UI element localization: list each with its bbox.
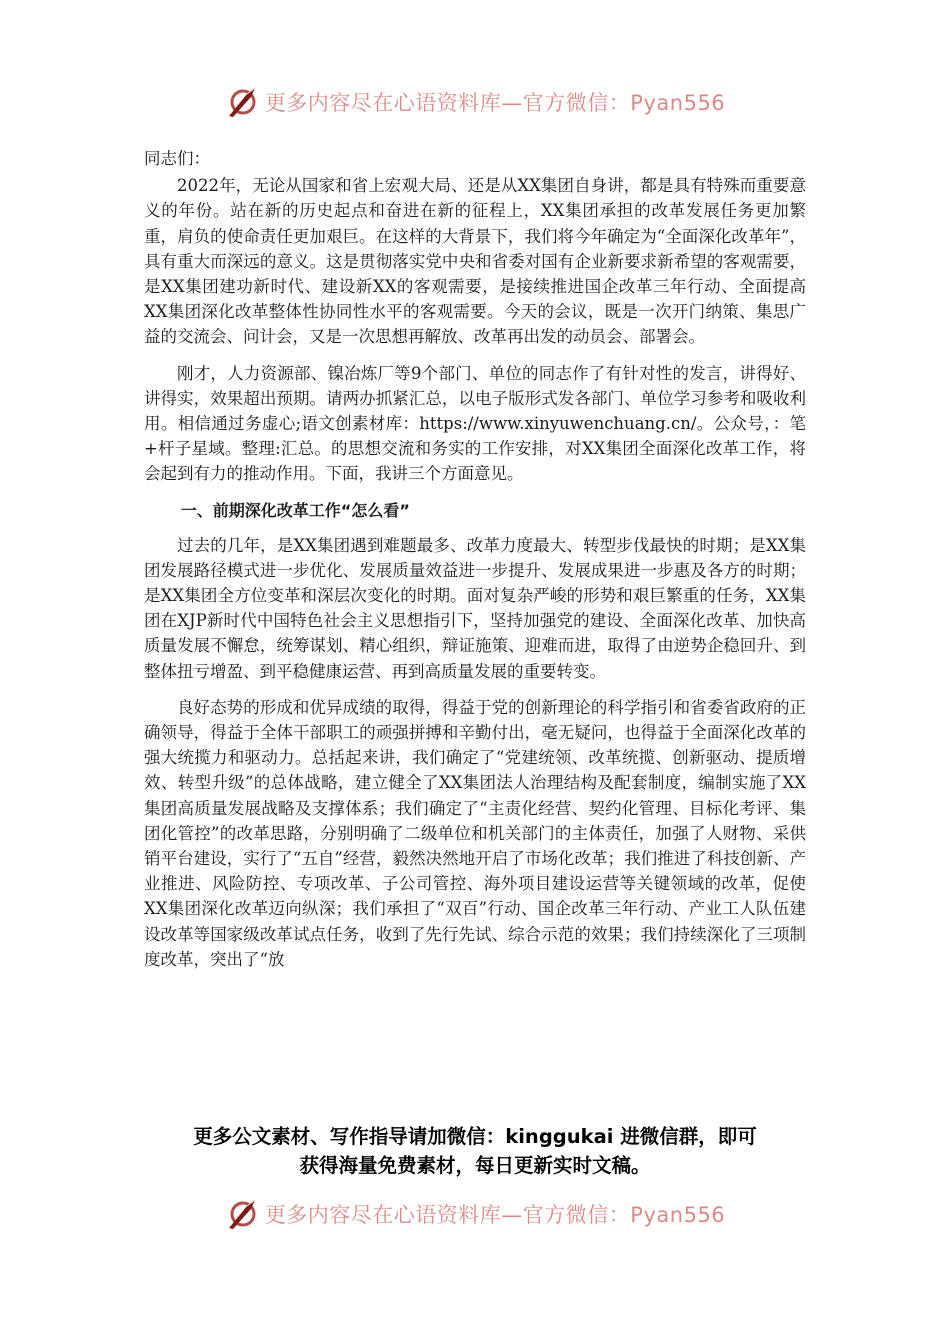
section-heading: 一、前期深化改革工作“怎么看” [180,500,410,520]
notice-line: 更多公文素材、写作指导请加微信：kinggukai 进微信群，即可 [193,1125,757,1148]
header-banner [0,82,950,122]
footer-banner [0,1194,950,1234]
header-banner-text: 更多内容尽在心语资料库—官方微信：Pyan556 [264,91,726,115]
wechat-notice [100,1122,850,1180]
paragraph: 过去的几年，是XX集团遇到难题最多、改革力度最大、转型步伐最快的时期；是XX集团发展路径模式进一步优化、发展质量效益进一步提升、发展成果进一步惠及各方的时期；是XX集团全方位变革和深层次变化的时期。面对复杂严峻的形势和艰巨繁重的任务，XX集团在XJP新时代中国特色社会主义思想指引下，坚持加强党的建设、全面深化改革、加快高质量发展不懈怠，统筹谋划、精心组织，辩证施策、迎难而进，取得了由逆势企稳回升、到整体扭亏增盈、到平稳健康运营、再到高质量发展的重要转变。 [144,535,806,681]
footer-banner-text: 更多内容尽在心语资料库—官方微信：Pyan556 [264,1203,726,1227]
paragraph: 2022年，无论从国家和省上宏观大局、还是从XX集团自身讲，都是具有特殊而重要意义的年份。站在新的历史起点和奋进在新的征程上，XX集团承担的改革发展任务更加繁重，肩负的使命责任更加艰巨。在这样的大背景下，我们将今年确定为“全面深化改革年”，具有重大而深远的意义。这是贯彻落实党中央和省委对国有企业新要求新希望的客观需要，是XX集团建功新时代、建设新XX的客观需要，是接续推进国企改革三年行动、全面提高XX集团深化改革整体性协同性水平的客观需要。今天的会议，既是一次开门纳策、集思广益的交流会、问计会，又是一次思想再解放、改革再出发的动员会、部署会。 [144,176,806,347]
greeting: 同志们： [144,149,210,168]
paragraph: 刚才，人力资源部、镍冶炼厂等9个部门、单位的同志作了有针对性的发言，讲得好、讲得实，效果超出预期。请两办抓紧汇总，以电子版形式发各部门、单位学习参考和吸收利用。相信通过务虚心;语文创素材库：https://www.xinyuwenchuang.cn/。公众号，：笔+杆子星域。整理:汇总。的思想交流和务实的工作安排，对XX集团全面深化改革工作，将会起到有力的推动作用。下面，我讲三个方面意见。 [144,363,806,484]
document-body [144,146,806,983]
quill-logo-icon [225,84,261,120]
quill-logo-icon [225,1196,261,1232]
notice-line: 获得海量免费素材，每日更新实时文稿。 [299,1154,651,1177]
paragraph: 良好态势的形成和优异成绩的取得，得益于党的创新理论的科学指引和省委省政府的正确领导，得益于全体干部职工的顽强拼搏和辛勤付出，毫无疑问，也得益于全面深化改革的强大统揽力和驱动力。总括起来讲，我们确定了“党建统领、改革统揽、创新驱动、提质增效、转型升级”的总体战略，建立健全了XX集团法人治理结构及配套制度，编制实施了XX集团高质量发展战略及支撑体系；我们确定了“主责化经营、契约化管理、目标化考评、集团化管控”的改革思路，分别明确了二级单位和机关部门的主体责任，加强了人财物、采供销平台建设，实行了“五自”经营，毅然决然地开启了市场化改革；我们推进了科技创新、产业推进、风险防控、专项改革、子公司管控、海外项目建设运营等关键领域的改革，促使XX集团深化改革迈向纵深；我们承担了“双百”行动、国企改革三年行动、产业工人队伍建设改革等国家级改革试点任务，收到了先行先试、综合示范的效果；我们持续深化了三项制度改革，突出了“放 [144,697,806,969]
